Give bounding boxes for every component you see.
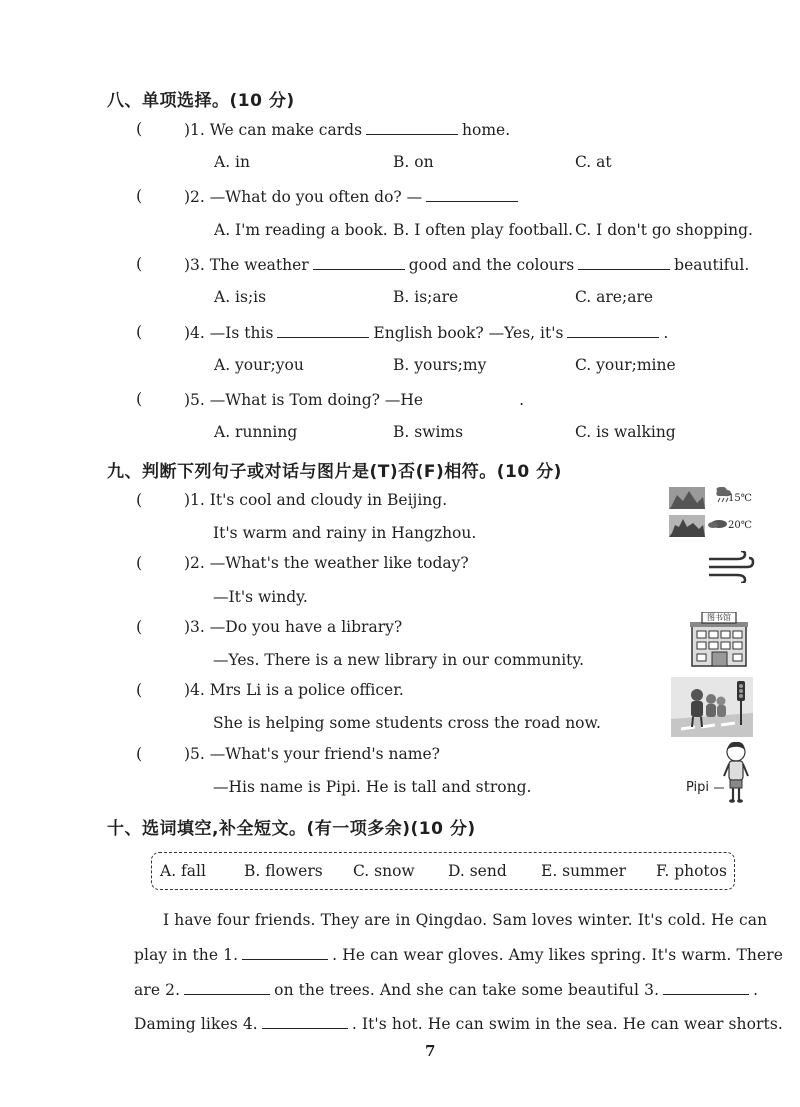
tf-item-3 bbox=[184, 618, 402, 636]
word-option-d[interactable]: D. send bbox=[448, 862, 507, 880]
passage-text: Daming likes 4. bbox=[134, 1015, 258, 1033]
statement-line: It's cool and cloudy in Beijing. bbox=[209, 491, 448, 509]
statement-line: Mrs Li is a police officer. bbox=[209, 681, 404, 699]
option-c[interactable]: C. at bbox=[575, 153, 612, 171]
option-b[interactable]: B. yours;my bbox=[393, 356, 487, 374]
answer-blank[interactable] bbox=[277, 323, 369, 338]
passage-text: on the trees. And she can take some beautiful 3. bbox=[274, 981, 660, 999]
tf-item-1 bbox=[184, 491, 447, 509]
mc-question-3 bbox=[184, 255, 749, 274]
answer-blank[interactable] bbox=[242, 945, 328, 960]
statement-line: —Do you have a library? bbox=[209, 618, 403, 636]
question-number: )5. bbox=[184, 745, 205, 763]
answer-blank[interactable] bbox=[567, 323, 659, 338]
option-b[interactable]: B. on bbox=[393, 153, 434, 171]
question-number: )2. bbox=[184, 188, 205, 206]
passage-text: . bbox=[753, 981, 759, 999]
mc-question-1 bbox=[184, 120, 510, 139]
word-option-a[interactable]: A. fall bbox=[160, 862, 206, 880]
answer-paren[interactable]: ( bbox=[136, 389, 143, 408]
statement-line: —It's windy. bbox=[213, 588, 308, 606]
word-option-c[interactable]: C. snow bbox=[353, 862, 415, 880]
word-option-b[interactable]: B. flowers bbox=[244, 862, 323, 880]
passage-text: . He can wear gloves. Amy likes spring. It's warm. There bbox=[332, 946, 784, 964]
answer-blank[interactable] bbox=[663, 980, 749, 995]
temperature-label: 20℃ bbox=[728, 520, 752, 531]
mc-question-2 bbox=[184, 187, 522, 206]
answer-blank[interactable] bbox=[313, 255, 405, 270]
option-b[interactable]: B. I often play football. bbox=[393, 221, 574, 239]
question-number: )3. bbox=[184, 256, 205, 274]
wind-icon bbox=[707, 551, 755, 583]
option-b[interactable]: B. swims bbox=[393, 423, 464, 441]
statement-line: —What's your friend's name? bbox=[209, 745, 440, 763]
temperature-label: 15℃ bbox=[728, 493, 752, 504]
passage-line-1: I have four friends. They are in Qingdao. Sam loves winter. It's cold. He can bbox=[163, 911, 768, 929]
question-text: —Is this bbox=[209, 324, 274, 342]
section-9-title: 九、判断下列句子或对话与图片是(T)否(F)相符。(10 分) bbox=[107, 462, 562, 482]
answer-blank[interactable] bbox=[426, 187, 518, 202]
answer-blank[interactable] bbox=[578, 255, 670, 270]
question-text: . bbox=[663, 324, 669, 342]
statement-line: It's warm and rainy in Hangzhou. bbox=[213, 524, 477, 542]
tf-item-4 bbox=[184, 681, 404, 699]
question-text: English book? —Yes, it's bbox=[373, 324, 564, 342]
passage-text: are 2. bbox=[134, 981, 181, 999]
option-c[interactable]: C. are;are bbox=[575, 288, 654, 306]
word-option-e[interactable]: E. summer bbox=[541, 862, 627, 880]
option-b[interactable]: B. is;are bbox=[393, 288, 459, 306]
wind-picture bbox=[707, 551, 755, 583]
answer-paren[interactable]: ( bbox=[136, 680, 143, 699]
option-c[interactable]: C. I don't go shopping. bbox=[575, 221, 753, 239]
word-bank-box bbox=[151, 852, 735, 890]
passage-line-3 bbox=[134, 980, 758, 999]
passage-line-4 bbox=[134, 1014, 783, 1033]
tf-item-2 bbox=[184, 554, 469, 572]
option-a[interactable]: A. I'm reading a book. bbox=[214, 221, 388, 239]
option-c[interactable]: C. your;mine bbox=[575, 356, 676, 374]
question-text: home. bbox=[462, 121, 511, 139]
answer-paren[interactable]: ( bbox=[136, 254, 143, 273]
section-8-title: 八、单项选择。(10 分) bbox=[107, 91, 295, 111]
option-a[interactable]: A. is;is bbox=[214, 288, 267, 306]
question-number: )1. bbox=[184, 491, 205, 509]
answer-paren[interactable]: ( bbox=[136, 617, 143, 636]
boy-name-label: Pipi bbox=[686, 780, 710, 795]
question-number: )3. bbox=[184, 618, 205, 636]
question-number: )1. bbox=[184, 121, 205, 139]
option-a[interactable]: A. in bbox=[214, 153, 250, 171]
question-number: )4. bbox=[184, 681, 205, 699]
tf-item-5 bbox=[184, 745, 440, 763]
option-a[interactable]: A. running bbox=[214, 423, 298, 441]
word-option-f[interactable]: F. photos bbox=[656, 862, 727, 880]
answer-blank[interactable] bbox=[366, 120, 458, 135]
option-c[interactable]: C. is walking bbox=[575, 423, 676, 441]
question-text: —What is Tom doing? —He bbox=[209, 391, 424, 409]
answer-paren[interactable]: ( bbox=[136, 744, 143, 763]
question-text: The weather bbox=[209, 256, 309, 274]
library-sign-text: 图书馆 bbox=[707, 613, 731, 622]
option-a[interactable]: A. your;you bbox=[214, 356, 304, 374]
statement-line: —His name is Pipi. He is tall and strong. bbox=[213, 778, 532, 796]
answer-paren[interactable]: ( bbox=[136, 186, 143, 205]
statement-line: She is helping some students cross the road now. bbox=[213, 714, 601, 732]
pipi-picture bbox=[684, 740, 754, 804]
statement-line: —Yes. There is a new library in our community. bbox=[213, 651, 585, 669]
passage-line-2 bbox=[134, 945, 783, 964]
police-crossing-icon bbox=[671, 677, 753, 737]
mc-question-4 bbox=[184, 323, 668, 342]
question-text: good and the colours bbox=[408, 256, 575, 274]
question-number: )4. bbox=[184, 324, 205, 342]
section-10-title: 十、选词填空,补全短文。(有一项多余)(10 分) bbox=[107, 819, 476, 839]
question-text: . bbox=[519, 391, 525, 409]
passage-text: . It's hot. He can swim in the sea. He can wear shorts. bbox=[351, 1015, 783, 1033]
answer-paren[interactable]: ( bbox=[136, 119, 143, 138]
crossing-road-picture bbox=[671, 677, 753, 737]
answer-paren[interactable]: ( bbox=[136, 553, 143, 572]
question-number: )5. bbox=[184, 391, 205, 409]
library-picture bbox=[688, 612, 750, 668]
answer-blank[interactable] bbox=[184, 980, 270, 995]
question-number: )2. bbox=[184, 554, 205, 572]
answer-paren[interactable]: ( bbox=[136, 490, 143, 509]
answer-blank[interactable] bbox=[427, 390, 515, 405]
question-text: We can make cards bbox=[209, 121, 363, 139]
page-number: 7 bbox=[425, 1042, 436, 1060]
answer-blank[interactable] bbox=[262, 1014, 348, 1029]
weather-cities-picture bbox=[669, 487, 753, 539]
mc-question-5 bbox=[184, 390, 524, 409]
statement-line: —What's the weather like today? bbox=[209, 554, 469, 572]
question-text: —What do you often do? — bbox=[209, 188, 423, 206]
passage-text: play in the 1. bbox=[134, 946, 239, 964]
question-text: beautiful. bbox=[674, 256, 750, 274]
answer-paren[interactable]: ( bbox=[136, 322, 143, 341]
